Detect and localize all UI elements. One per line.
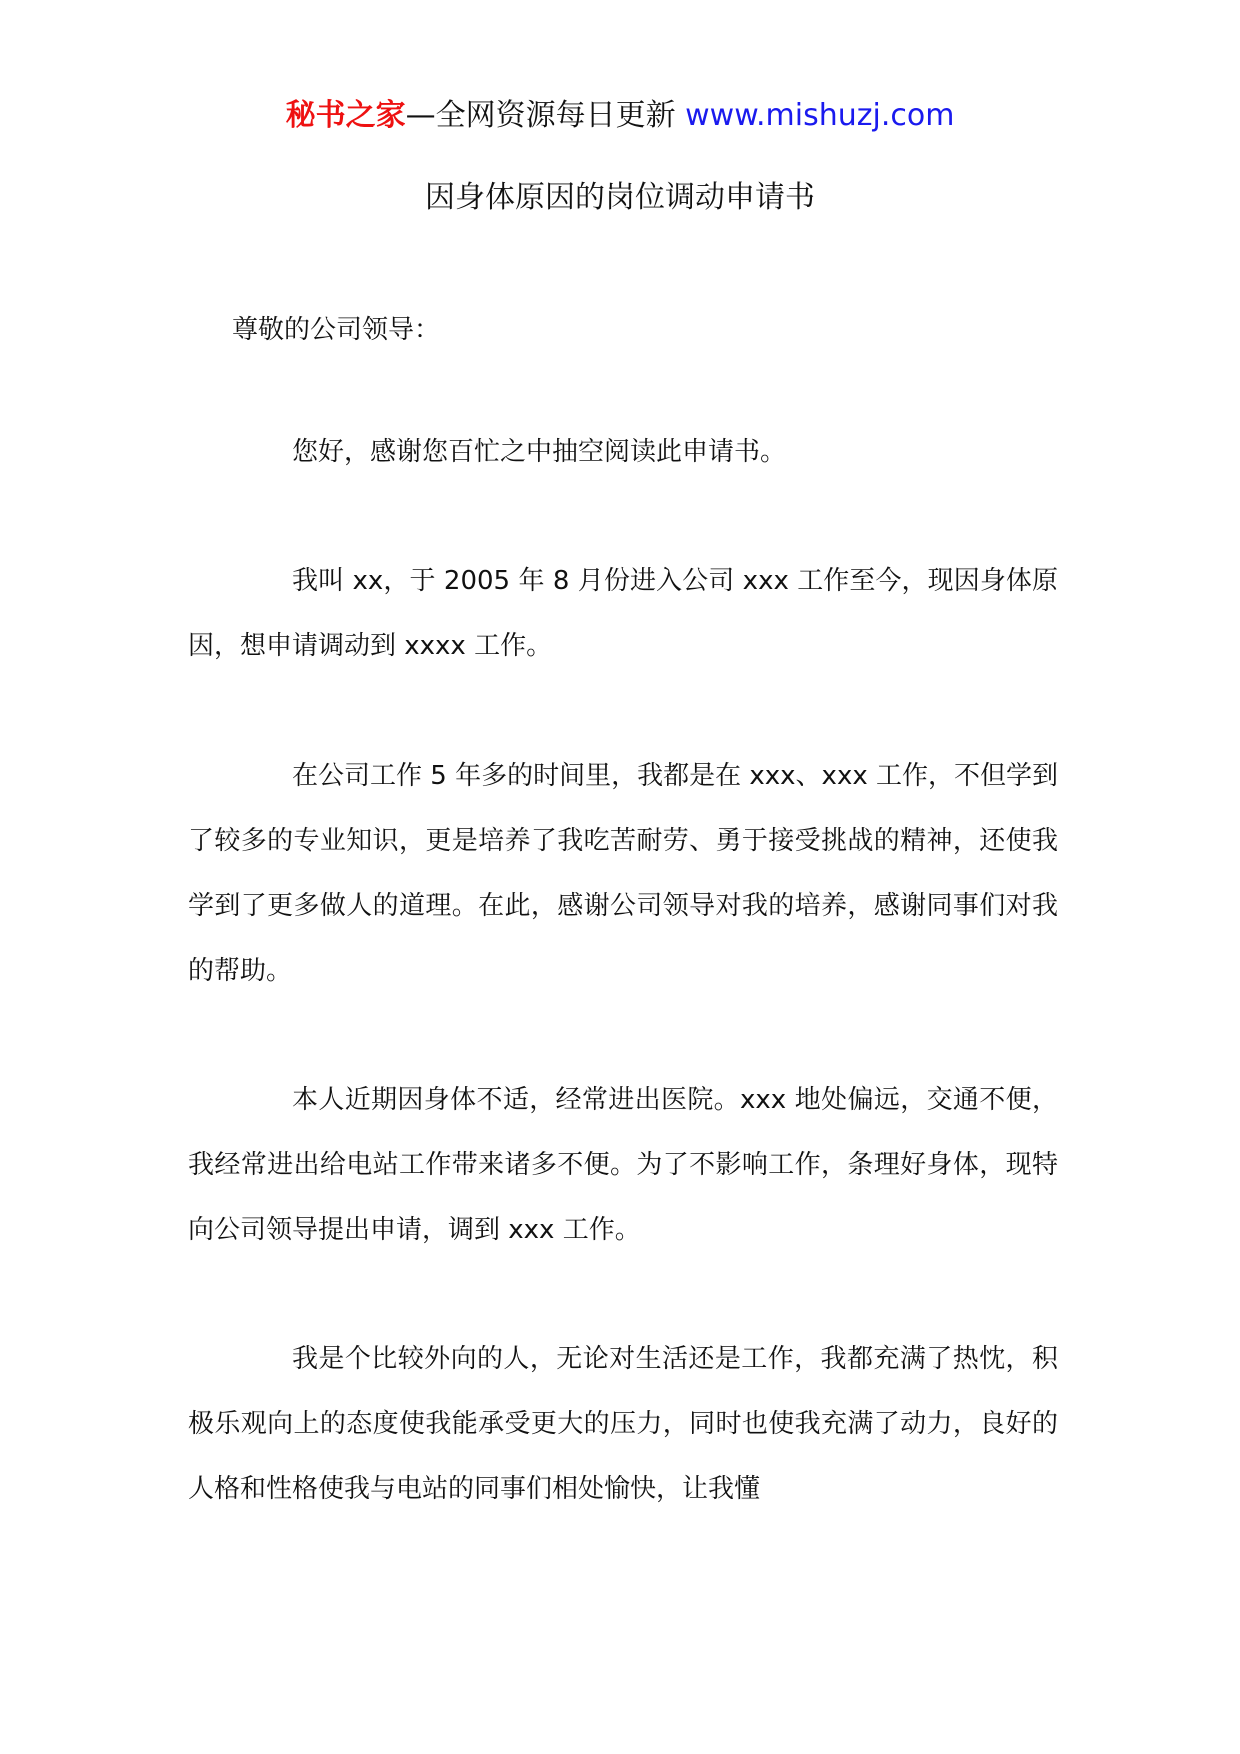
header-tagline: —全网资源每日更新 xyxy=(405,98,676,133)
paragraph: 您好，感谢您百忙之中抽空阅读此申请书。 xyxy=(292,437,787,467)
document-title: 因身体原因的岗位调动申请书 xyxy=(425,180,815,215)
paragraph-1-block xyxy=(188,420,1058,485)
brand-name: 秘书之家 xyxy=(285,98,406,133)
paragraph-4-block xyxy=(188,1068,1058,1263)
paragraph: 我是个比较外向的人，无论对生活还是工作，我都充满了热忱，积极乐观向上的态度使我能承受更大的压力，同时也使我充满了动力，良好的人格和性格使我与电站的同事们相处愉快，让我懂 xyxy=(188,1344,1058,1504)
salutation: 尊敬的公司领导： xyxy=(232,315,441,345)
paragraph-3-block xyxy=(188,744,1058,1004)
paragraph-5-block xyxy=(188,1327,1058,1522)
site-url-link[interactable]: www.mishuzj.com xyxy=(685,98,955,133)
page-header xyxy=(0,96,1240,136)
paragraph: 我叫 xx，于 2005 年 8 月份进入公司 xxx 工作至今，现因身体原因，想申请调动到 xxxx 工作。 xyxy=(188,566,1058,661)
paragraph: 本人近期因身体不适，经常进出医院。xxx 地处偏远，交通不便，我经常进出给电站工作带来诸多不便。为了不影响工作，条理好身体，现特向公司领导提出申请，调到 xxx 工作。 xyxy=(188,1085,1058,1245)
paragraph: 在公司工作 5 年多的时间里，我都是在 xxx、xxx 工作，不但学到了较多的专业知识，更是培养了我吃苦耐劳、勇于接受挑战的精神，还使我学到了更多做人的道理。在此，感谢公司领导对我的培养，感谢同事们对我的帮助。 xyxy=(188,761,1058,986)
paragraph-2-block xyxy=(188,549,1058,679)
